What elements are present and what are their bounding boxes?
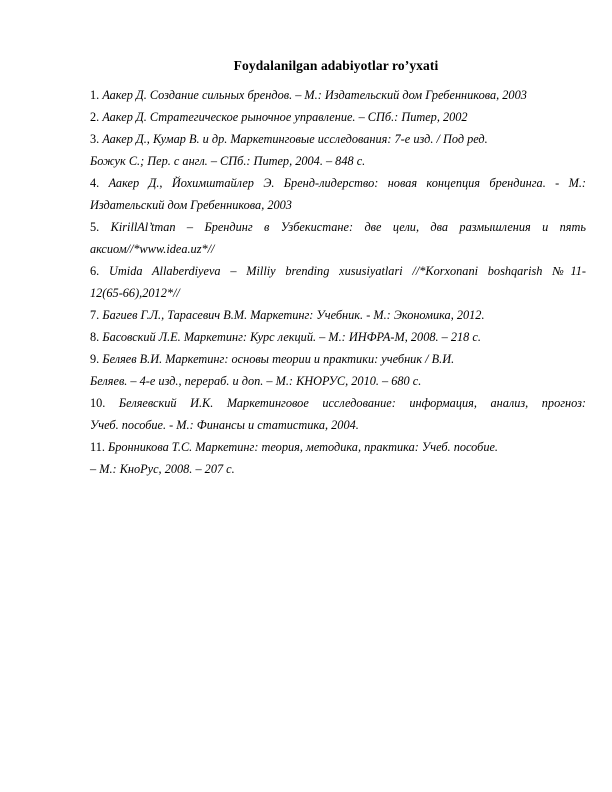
reference-item [90, 348, 586, 392]
reference-text: Багиев Г.Л., Тарасевич В.М. Маркетинг: Учебник. - М.: Экономика, 2012. [102, 308, 485, 322]
reference-text: – М.: КноРус, 2008. – 207 с. [90, 462, 235, 476]
reference-number: 8. [90, 330, 100, 344]
reference-list [90, 84, 586, 480]
reference-text: Аакер Д. Создание сильных брендов. – М.: Издательский дом Гребенникова, 2003 [102, 88, 527, 102]
reference-number: 4. [90, 176, 100, 190]
reference-item [90, 392, 586, 436]
reference-text: Божук С.; Пер. с англ. – СПб.: Питер, 2004. – 848 с. [90, 154, 366, 168]
reference-text: Бронникова Т.С. Маркетинг: теория, методика, практика: Учеб. пособие. [108, 440, 499, 454]
reference-number: 11. [90, 440, 105, 454]
reference-text: Аакер Д., Кумар В. и др. Маркетинговые исследования: 7-е изд. / Под ред. [102, 132, 488, 146]
reference-text: Беляев. – 4-е изд., перераб. и доп. – М.: КНОРУС, 2010. – 680 с. [90, 374, 422, 388]
reference-number: 5. [90, 220, 100, 234]
page-title: Foydalanilgan adabiyotlar ro’yxati [233, 58, 439, 73]
reference-number: 10. [90, 396, 106, 410]
reference-text: KirillAl’tman – Брендинг в Узбекистане: две цели, два размышления и пять [110, 220, 587, 234]
reference-number: 3. [90, 132, 100, 146]
reference-item [90, 304, 586, 326]
reference-item [90, 106, 586, 128]
reference-item [90, 260, 586, 304]
reference-text: Учеб. пособие. - М.: Финансы и статистика, 2004. [90, 418, 359, 432]
reference-text: Беляев В.И. Маркетинг: основы теории и практики: учебник / В.И. [102, 352, 455, 366]
reference-item [90, 326, 586, 348]
reference-item [90, 84, 586, 106]
reference-text: 12(65-66),2012*// [90, 286, 180, 300]
reference-item [90, 436, 586, 480]
reference-number: 9. [90, 352, 100, 366]
reference-text: Беляевский И.К. Маркетинговое исследование: информация, анализ, прогноз: [118, 396, 586, 410]
reference-item [90, 128, 586, 172]
reference-number: 6. [90, 264, 100, 278]
reference-text: Басовский Л.Е. Маркетинг: Курс лекций. – М.: ИНФРА-М, 2008. – 218 с. [102, 330, 481, 344]
reference-item [90, 216, 586, 260]
reference-text: Umida Allaberdiyeva – Milliy brending xususiyatlari //*Korxonani boshqarish №11- [109, 264, 586, 278]
reference-item [90, 172, 586, 216]
reference-text: Аакер Д. Стратегическое рыночное управление. – СПб.: Питер, 2002 [102, 110, 468, 124]
reference-text: Аакер Д., Йохимштайлер Э. Бренд-лидерство: новая концепция брендинга. - М.: [108, 176, 587, 190]
reference-number: 2. [90, 110, 100, 124]
reference-number: 7. [90, 308, 100, 322]
reference-text: аксиом//*www.idea.uz*// [90, 242, 215, 256]
reference-text: Издательский дом Гребенникова, 2003 [90, 198, 292, 212]
reference-number: 1. [90, 88, 100, 102]
